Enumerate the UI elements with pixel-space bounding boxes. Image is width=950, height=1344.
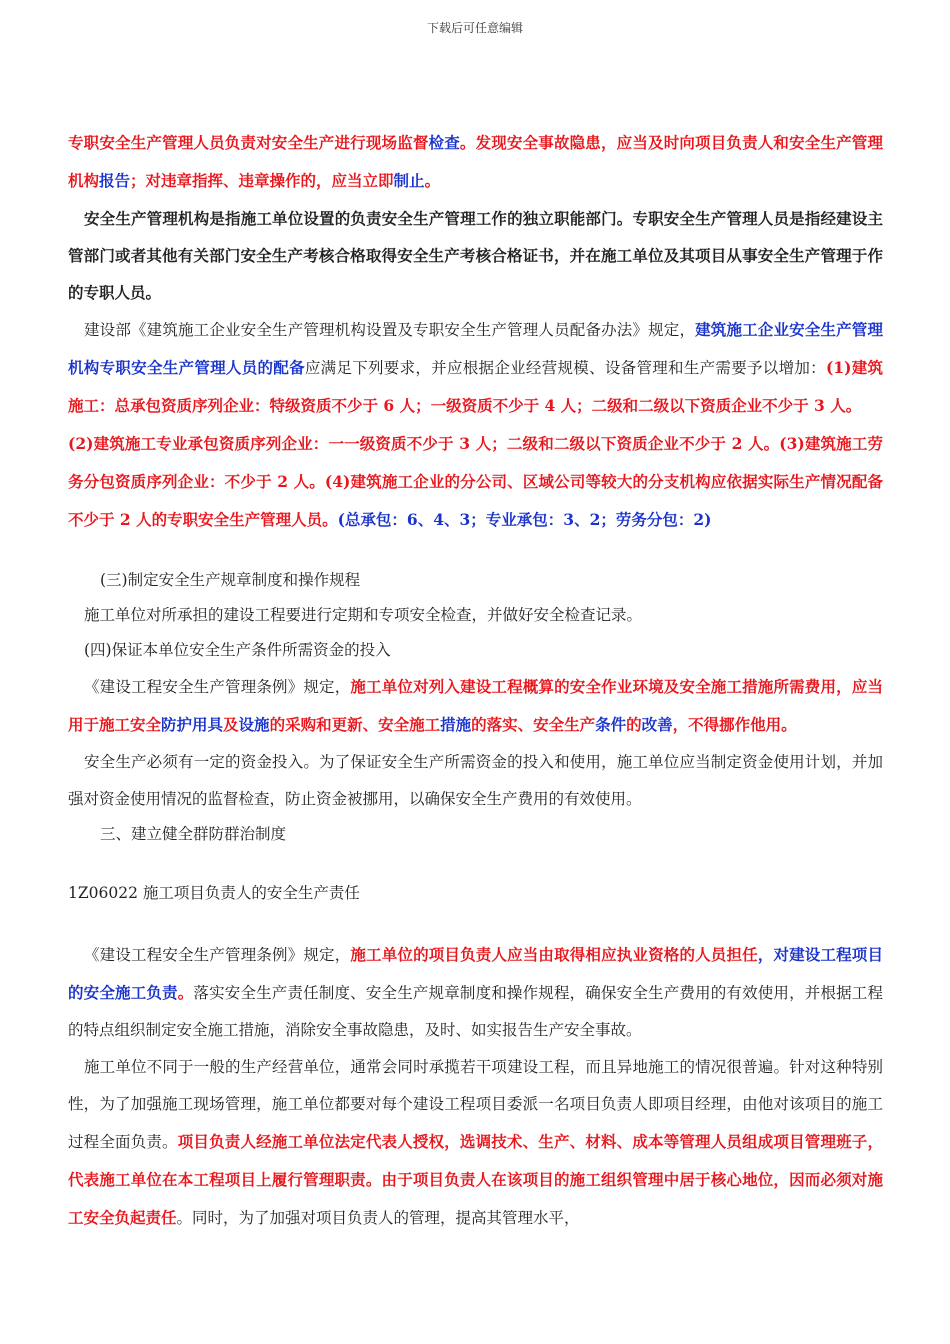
heading-mass-prevention: 三、建立健全群防群治制度 xyxy=(100,825,287,843)
paragraph-funding-rules: 《建设工程安全生产管理条例》规定，施工单位对列入建设工程概算的安全作业环境及安全施工措施所需费用，应当用于施工安全防护用具及设施的采购和更新、安全施工措施的落实、安全生产条件的改善，不得挪作他用。 xyxy=(68,677,883,734)
paragraph-safety-officer-duty: 专职安全生产管理人员负责对安全生产进行现场监督检查。发现安全事故隐患，应当及时向项目负责人和安全生产管理机构报告；对违章指挥、违章操作的，应当立即制止。 xyxy=(68,133,883,190)
paragraph-staffing-rules-cont: (2)建筑施工专业承包资质序列企业：一一级资质不少于 3 人；二级和二级以下资质企业不少于 2 人。(3)建筑施工劳务分包资质序列企业：不少于 2 人。(4)建筑施工企业的分公司、区域公司等较大的分支机构应依据实际生产情况配备不少于 2 人的专职安全生产管理人员。(总承包：6、4、3；专业承包：3、2；劳务分包：2) xyxy=(68,434,883,529)
spacer xyxy=(68,912,883,936)
paragraph-project-manager-rules: 《建设工程安全生产管理条例》规定，施工单位的项目负责人应当由取得相应执业资格的人员担任，对建设工程项目的安全施工负责。落实安全生产责任制度、安全生产规章制度和操作规程，确保安全生产费用的有效使用，并根据工程的特点组织制定安全施工措施，消除安全事故隐患，及时、如实报告生产安全事故。 xyxy=(68,945,883,1039)
section-title: 1Z06022 施工项目负责人的安全生产责任 xyxy=(68,884,360,902)
paragraph-project-manager-role: 施工单位不同于一般的生产经营单位，通常会同时承揽若干项建设工程，而且异地施工的情况很普遍。针对这种特别性，为了加强施工现场管理，施工单位都要对每个建设工程项目委派一名项目负责人即项目经理，由他对该项目的施工过程全面负责。项目负责人经施工单位法定代表人授权，选调技术、生产、材料、成本等管理人员组成项目管理班子，代表施工单位在本工程项目上履行管理职责。由于项目负责人在该项目的施工组织管理中居于核心地位，因而必须对施工安全负起责任。同时，为了加强对项目负责人的管理，提高其管理水平， xyxy=(68,1058,883,1227)
heading-rules-and-procedures: (三)制定安全生产规章制度和操作规程 xyxy=(100,571,361,589)
spacer xyxy=(68,851,883,875)
paragraph-definitions: 安全生产管理机构是指施工单位设置的负责安全生产管理工作的独立职能部门。专职安全生产管理人员是指经建设主管部门或者其他有关部门安全生产考核合格取得安全生产考核合格证书，并在施工单位及其项目从事安全生产管理于作的专职人员。 xyxy=(68,209,883,302)
page-header: 下载后可任意编辑 xyxy=(426,21,523,35)
paragraph-inspections: 施工单位对所承担的建设工程要进行定期和专项安全检查，并做好安全检查记录。 xyxy=(84,606,643,624)
paragraph-staffing-rules: 建设部《建筑施工企业安全生产管理机构设置及专职安全生产管理人员配备办法》规定，建筑施工企业安全生产管理机构专职安全生产管理人员的配备应满足下列要求，并应根据企业经营规模、设备管理和生产需要予以增加：(1)建筑施工：总承包资质序列企业：特级资质不少于 6 人；一级资质不少于 4 人；二级和二级以下资质企业不少于 3 人。 xyxy=(68,320,883,415)
document-body xyxy=(68,124,883,1237)
heading-funding: (四)保证本单位安全生产条件所需资金的投入 xyxy=(84,641,391,659)
paragraph-funding-usage: 安全生产必须有一定的资金投入。为了保证安全生产所需资金的投入和使用，施工单位应当制定资金使用计划，并加强对资金使用情况的监督检查，防止资金被挪用，以确保安全生产费用的有效使用。 xyxy=(68,753,883,808)
spacer xyxy=(68,539,883,563)
